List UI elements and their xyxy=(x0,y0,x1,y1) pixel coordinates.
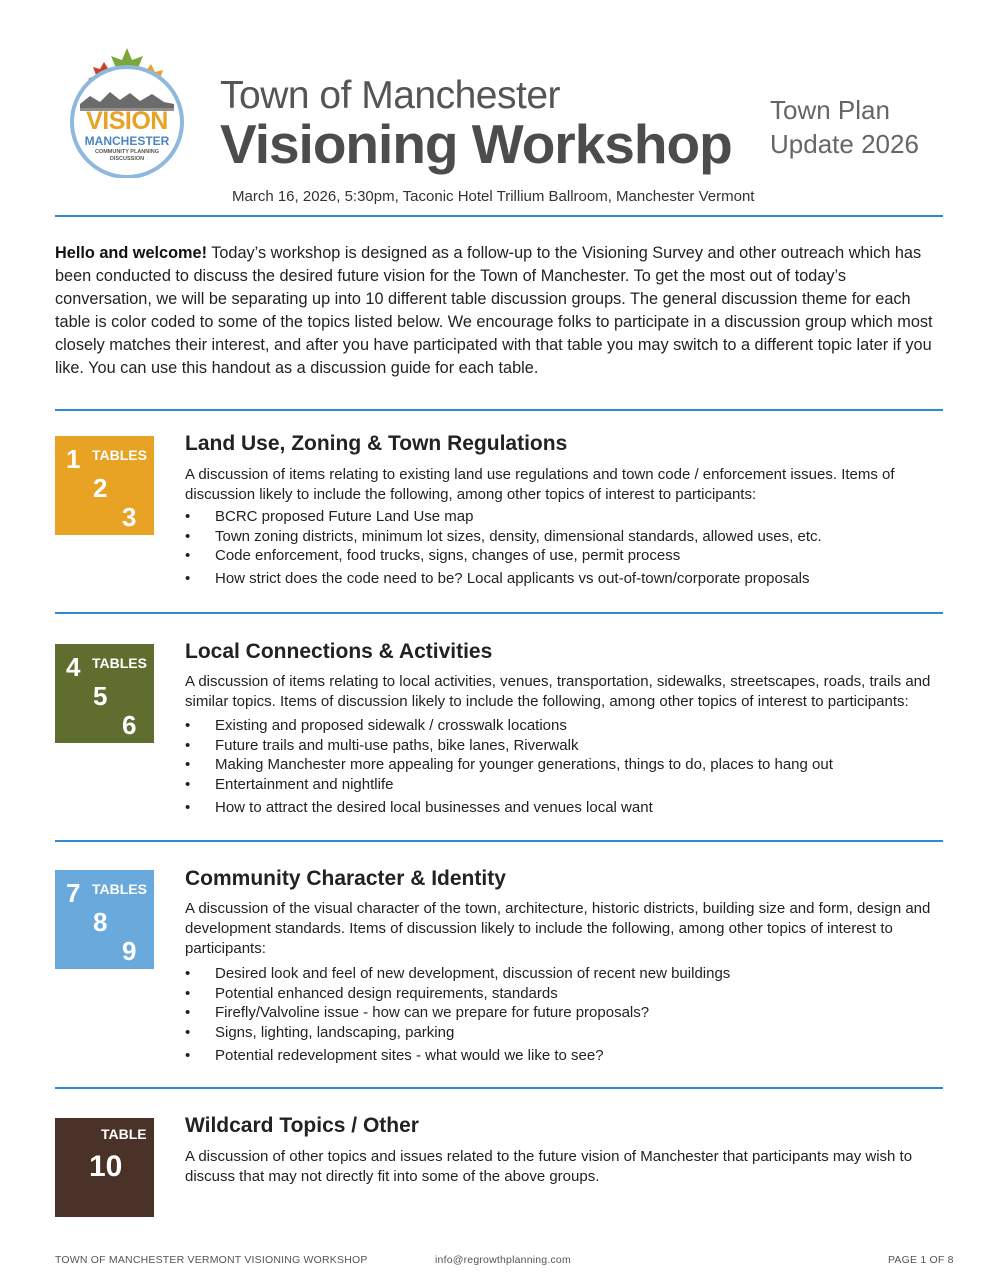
bullet-list xyxy=(185,964,945,1066)
bullet-marker: • xyxy=(185,1046,191,1064)
section-divider xyxy=(55,840,943,842)
list-item-text: BCRC proposed Future Land Use map xyxy=(215,508,474,525)
section-description: A discussion of items relating to local activities, venues, transportation, sidewalks, streetscapes, roads, trails and similar topics. Items of discussion likely to include the following, among other topics of interest to participants: xyxy=(185,673,931,710)
badge-number: 7 xyxy=(66,878,81,908)
list-item xyxy=(185,546,945,566)
list-item-text: How strict does the code need to be? Local applicants vs out-of-town/corporate proposals xyxy=(215,570,810,588)
vision-manchester-logo xyxy=(66,46,188,178)
list-item xyxy=(185,569,945,589)
footer-title: TOWN OF MANCHESTER VERMONT VISIONING WORKSHOP xyxy=(55,1254,368,1266)
town-plan-line-1: Town Plan xyxy=(770,95,890,125)
list-item-text: Making Manchester more appealing for younger generations, things to do, places to hang out xyxy=(215,756,833,774)
section-title: Land Use, Zoning & Town Regulations xyxy=(185,432,568,455)
section-divider xyxy=(55,1087,943,1089)
section-description: A discussion of other topics and issues related to the future vision of Manchester that participants may wish to discuss that may not directly fit into some of the above groups. xyxy=(185,1148,913,1185)
section-title: Local Connections & Activities xyxy=(185,640,493,663)
section-description: A discussion of the visual character of the town, architecture, historic districts, building size and form, design and development standards. Items of discussion likely to include the following, among other topics of interest to participants: xyxy=(185,900,931,957)
list-item-text: Desired look and feel of new development, discussion of recent new buildings xyxy=(215,965,731,982)
tables-badge-4-6 xyxy=(55,644,154,743)
list-item-text: Existing and proposed sidewalk / crosswalk locations xyxy=(215,717,567,734)
bullet-list xyxy=(185,716,945,818)
event-details: March 16, 2026, 5:30pm, Taconic Hotel Trillium Ballroom, Manchester Vermont xyxy=(232,188,755,205)
badge-label: TABLES xyxy=(92,655,147,671)
footer-email: info@regrowthplanning.com xyxy=(435,1254,571,1266)
list-item-text: Code enforcement, food trucks, signs, changes of use, permit process xyxy=(215,547,681,565)
badge-label: TABLES xyxy=(92,447,147,463)
badge-number: 8 xyxy=(93,907,108,937)
logo-word: VISION xyxy=(86,107,168,135)
logo-sub-2: DISCUSSION xyxy=(109,156,145,162)
section-divider xyxy=(55,612,943,614)
badge-number: 10 xyxy=(89,1150,123,1183)
section-title: Wildcard Topics / Other xyxy=(185,1114,419,1137)
list-item-text: Potential redevelopment sites - what would we like to see? xyxy=(215,1046,604,1064)
list-item xyxy=(185,1003,945,1023)
tables-badge-1-3 xyxy=(55,436,154,535)
bullet-marker: • xyxy=(185,570,191,588)
badge-number: 3 xyxy=(122,502,137,532)
footer-page-number: PAGE 1 OF 8 xyxy=(888,1254,954,1266)
list-item-text: Potential enhanced design requirements, standards xyxy=(215,984,558,1002)
intro-paragraph xyxy=(55,242,945,380)
bullet-marker: • xyxy=(185,508,191,525)
bullet-marker: • xyxy=(185,1004,191,1022)
header-divider xyxy=(55,215,943,217)
list-item-text: Entertainment and nightlife xyxy=(215,776,394,794)
list-item xyxy=(185,1046,945,1066)
page-title: Visioning Workshop xyxy=(220,113,732,175)
bullet-marker: • xyxy=(185,736,191,754)
bullet-marker: • xyxy=(185,776,191,794)
list-item-text: Town zoning districts, minimum lot sizes, density, dimensional standards, allowed uses, etc. xyxy=(215,527,822,545)
list-item xyxy=(185,798,945,818)
list-item-text: Firefly/Valvoline issue - how can we prepare for future proposals? xyxy=(215,1004,650,1022)
table-badge-10 xyxy=(55,1118,154,1217)
bullet-marker: • xyxy=(185,527,191,545)
list-item xyxy=(185,716,945,736)
list-item xyxy=(185,755,945,775)
bullet-marker: • xyxy=(185,717,191,734)
list-item xyxy=(185,984,945,1004)
list-item-text: How to attract the desired local businesses and venues local want xyxy=(215,798,653,816)
badge-number: 2 xyxy=(93,473,108,503)
list-item xyxy=(185,964,945,984)
bullet-marker: • xyxy=(185,756,191,774)
intro-greeting: Hello and welcome! xyxy=(55,244,207,262)
logo-sub-1: COMMUNITY PLANNING xyxy=(94,149,160,155)
section-description: A discussion of items relating to existing land use regulations and town code / enforcement issues. Items of discussion likely to include the following, among other topics of interest to participants: xyxy=(185,466,895,503)
badge-number: 5 xyxy=(93,681,108,711)
section-divider xyxy=(55,409,943,411)
logo-name: MANCHESTER xyxy=(84,134,170,148)
badge-number: 1 xyxy=(66,444,81,474)
list-item xyxy=(185,1023,945,1043)
section-title: Community Character & Identity xyxy=(185,867,506,890)
list-item xyxy=(185,507,945,527)
list-item-text: Future trails and multi-use paths, bike lanes, Riverwalk xyxy=(215,736,579,754)
bullet-marker: • xyxy=(185,1024,191,1042)
badge-number: 9 xyxy=(122,936,137,966)
bullet-marker: • xyxy=(185,965,191,982)
badge-label: TABLE xyxy=(101,1126,147,1142)
badge-label: TABLES xyxy=(92,881,147,897)
bullet-marker: • xyxy=(185,798,191,816)
intro-text: Today’s workshop is designed as a follow-up to the Visioning Survey and other outreach which has been conducted to discuss the desired future vision for the Town of Manchester. To get the most out of today’s conversation, we will be separating up into 10 different table discussion groups. The general discussion theme for each table is color coded to some of the topics listed below. We encourage folks to participate in a discussion group which most closely matches their interest, and after you have participated with that table you may switch to a different topic later if you like. You can use this handout as a discussion guide for each table. xyxy=(55,244,933,377)
bullet-marker: • xyxy=(185,984,191,1002)
town-plan-label xyxy=(770,93,919,161)
badge-number: 4 xyxy=(66,652,81,682)
tables-badge-7-9 xyxy=(55,870,154,969)
badge-number: 6 xyxy=(122,710,137,740)
town-plan-line-2: Update 2026 xyxy=(770,129,919,159)
list-item xyxy=(185,527,945,547)
bullet-list xyxy=(185,507,945,589)
town-name: Town of Manchester xyxy=(220,74,561,117)
list-item-text: Signs, lighting, landscaping, parking xyxy=(215,1024,455,1042)
bullet-marker: • xyxy=(185,547,191,565)
list-item xyxy=(185,775,945,795)
list-item xyxy=(185,736,945,756)
